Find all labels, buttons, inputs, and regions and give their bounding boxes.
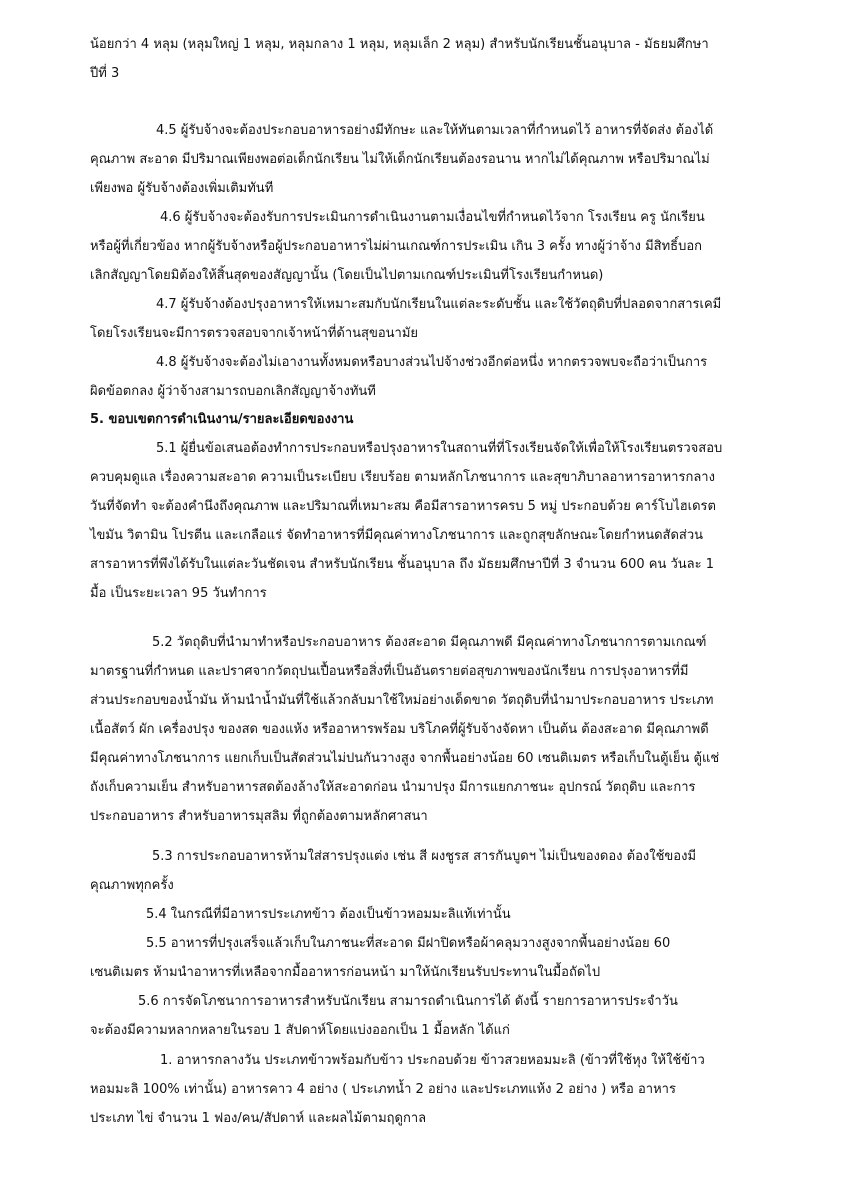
clause-5-6: 5.6 การจัดโภชนาการอาหารสำหรับนักเรียน สามารถดำเนินการได้ ดังนี้ รายการอาหารประจำวัน: [138, 994, 678, 1009]
text-line: ผิดข้อตกลง ผู้ว่าจ้างสามารถบอกเลิกสัญญาจ้างทันที: [90, 384, 376, 399]
text-line: เนื้อสัตว์ ผัก เครื่องปรุง ของสด ของแห้ง หรืออาหารพร้อม บริโภคที่ผู้รับจ้างจัดหา เป็นต้น ต้องสะอาด มีคุณภาพดี: [90, 722, 709, 737]
clause-4-5: 4.5 ผู้รับจ้างจะต้องประกอบอาหารอย่างมีทักษะ และให้ทันตามเวลาที่กำหนดไว้ อาหารที่จัดส่ง ต้องได้: [156, 123, 714, 138]
clause-4-7: 4.7 ผู้รับจ้างต้องปรุงอาหารให้เหมาะสมกับนักเรียนในแต่ละระดับชั้น และใช้วัตถุดิบที่ปลอดจากสารเคมี: [156, 297, 722, 312]
clause-5-5: 5.5 อาหารที่ปรุงเสร็จแล้วเก็บในภาชนะที่สะอาด มีฝาปิดหรือผ้าคลุมวางสูงจากพื้นอย่างน้อย 60: [146, 936, 671, 951]
text-line: จะต้องมีความหลากหลายในรอบ 1 สัปดาห์โดยแบ่งออกเป็น 1 มื้อหลัก ได้แก่: [90, 1023, 510, 1038]
clause-5-3: 5.3 การประกอบอาหารห้ามใส่สารปรุงแต่ง เช่น สี ผงชูรส สารกันบูดฯ ไม่เป็นของดอง ต้องใช้ของมี: [152, 849, 697, 864]
text-line: มาตรฐานที่กำหนด และปราศจากวัตถุปนเปื้อนหรือสิ่งที่เป็นอันตรายต่อสุขภาพของนักเรียน การปรุงอาหารที่มี: [90, 664, 689, 679]
text-line: ประเภท ไข่ จำนวน 1 ฟอง/คน/สัปดาห์ และผลไม้ตามฤดูกาล: [90, 1111, 427, 1126]
text-line: โดยโรงเรียนจะมีการตรวจสอบจากเจ้าหน้าที่ด้านสุขอนามัย: [90, 326, 419, 341]
text-line: มีคุณค่าทางโภชนาการ แยกเก็บเป็นสัดส่วนไม่ปนกันวางสูง จากพื้นอย่างน้อย 60 เซนติเมตร หรือเก็บในตู้เย็น ตู้แช่: [90, 751, 720, 766]
text-line: ประกอบอาหาร สำหรับอาหารมุสลิม ที่ถูกต้องตามหลักศาสนา: [90, 809, 428, 824]
text-line: คุณภาพ สะอาด มีปริมาณเพียงพอต่อเด็กนักเรียน ไม่ให้เด็กนักเรียนต้องรอนาน หากไม่ได้คุณภาพ หรือปริมาณไม่: [90, 152, 710, 167]
clause-5-2: 5.2 วัตถุดิบที่นำมาทำหรือประกอบอาหาร ต้องสะอาด มีคุณภาพดี มีคุณค่าทางโภชนาการตามเกณฑ์: [152, 635, 707, 650]
clause-4-8: 4.8 ผู้รับจ้างจะต้องไม่เอางานทั้งหมดหรือบางส่วนไปจ้างช่วงอีกต่อหนึ่ง หากตรวจพบจะถือว่าเป็นการ: [156, 355, 708, 370]
text-line: ถังเก็บความเย็น สำหรับอาหารสดต้องล้างให้สะอาดก่อน นำมาปรุง มีการแยกภาชนะ อุปกรณ์ วัตถุดิบ และการ: [90, 780, 696, 795]
text-line: วันที่จัดทำ จะต้องคำนึงถึงคุณภาพ และปริมาณที่เหมาะสม คือมีสารอาหารครบ 5 หมู่ ประกอบด้วย คาร์โบไฮเดรต: [90, 499, 716, 514]
clause-5-4: 5.4 ในกรณีที่มีอาหารประเภทข้าว ต้องเป็นข้าวหอมมะลิแท้เท่านั้น: [146, 907, 511, 922]
section-5-heading: 5. ขอบเขตการดำเนินงาน/รายละเอียดของงาน: [90, 412, 354, 427]
text-line: สารอาหารที่พึงได้รับในแต่ละวันชัดเจน สำหรับนักเรียน ชั้นอนุบาล ถึง มัธยมศึกษาปีที่ 3 จำนวน 600 คน วันละ 1: [90, 557, 715, 572]
text-line: คุณภาพทุกครั้ง: [90, 878, 174, 893]
text-line: ส่วนประกอบของน้ำมัน ห้ามนำน้ำมันที่ใช้แล้วกลับมาใช้ใหม่อย่างเด็ดขาด วัตถุดิบที่นำมาประกอบอาหาร ประเภท: [90, 693, 714, 708]
text-line: น้อยกว่า 4 หลุม (หลุมใหญ่ 1 หลุม, หลุมกลาง 1 หลุม, หลุมเล็ก 2 หลุม) สำหรับนักเรียนชั้นอนุบาล - มัธยมศึกษา: [90, 37, 709, 52]
text-line: เพียงพอ ผู้รับจ้างต้องเพิ่มเติมทันที: [90, 181, 274, 196]
clause-4-6: 4.6 ผู้รับจ้างจะต้องรับการประเมินการดำเนินงานตามเงื่อนไขที่กำหนดไว้จาก โรงเรียน ครู นักเรียน: [160, 210, 705, 225]
list-item-1: 1. อาหารกลางวัน ประเภทข้าวพร้อมกับข้าว ประกอบด้วย ข้าวสวยหอมมะลิ (ข้าวที่ใช้หุง ให้ใช้ข้าว: [160, 1053, 705, 1068]
text-line: เซนติเมตร ห้ามนำอาหารที่เหลือจากมื้ออาหารก่อนหน้า มาให้นักเรียนรับประทานในมื้อถัดไป: [90, 965, 601, 980]
text-line: หอมมะลิ 100% เท่านั้น) อาหารคาว 4 อย่าง ( ประเภทน้ำ 2 อย่าง และประเภทแห้ง 2 อย่าง ) หรือ อาหาร: [90, 1082, 676, 1097]
text-line: ไขมัน วิตามิน โปรตีน และเกลือแร่ จัดทำอาหารที่มีคุณค่าทางโภชนาการ และถูกสุขลักษณะโดยกำหนดสัดส่วน: [90, 528, 704, 543]
text-line: เลิกสัญญาโดยมิต้องให้สิ้นสุดของสัญญานั้น (โดยเป็นไปตามเกณฑ์ประเมินที่โรงเรียนกำหนด): [90, 268, 604, 283]
text-line: มื้อ เป็นระยะเวลา 95 วันทำการ: [90, 586, 267, 601]
text-line: ควบคุมดูแล เรื่องความสะอาด ความเป็นระเบียบ เรียบร้อย ตามหลักโภชนาการ และสุขาภิบาลอาหารอาหารกลาง: [90, 470, 715, 485]
clause-5-1: 5.1 ผู้ยื่นข้อเสนอต้องทำการประกอบหรือปรุงอาหารในสถานที่ที่โรงเรียนจัดให้เพื่อให้โรงเรียนตรวจสอบ: [156, 441, 723, 456]
text-line: ปีที่ 3: [90, 66, 120, 81]
text-line: หรือผู้ที่เกี่ยวข้อง หากผู้รับจ้างหรือผู้ประกอบอาหารไม่ผ่านเกณฑ์การประเมิน เกิน 3 ครั้ง ทางผู้ว่าจ้าง มีสิทธิ์บอก: [90, 239, 703, 254]
